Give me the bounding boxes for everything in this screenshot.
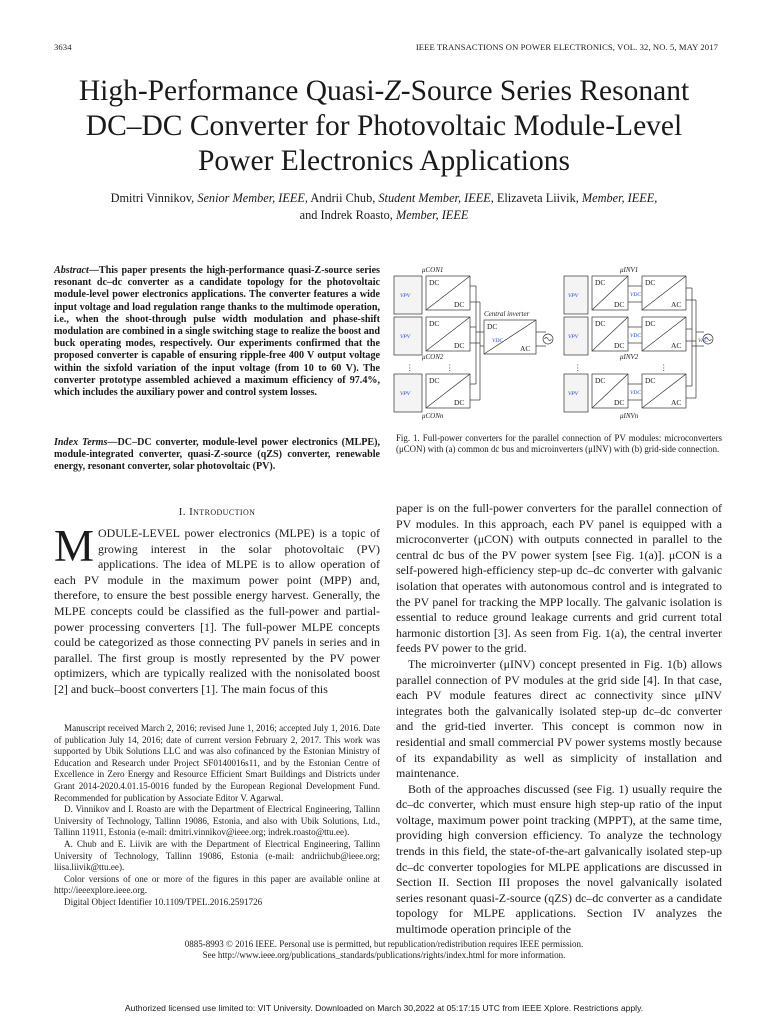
label-vac: VAC: [698, 338, 708, 344]
author-name: Elizaveta Liivik,: [496, 191, 579, 205]
drop-cap: M: [54, 521, 95, 571]
label-ac: AC: [671, 398, 682, 407]
label-vpv: VPV: [568, 293, 579, 299]
license-footer: Authorized licensed use limited to: VIT University. Downloaded on March 30,2022 at 05:17:15 UTC from IEEE Xplore. Restrictions apply.: [124, 1003, 644, 1013]
label-dc: DC: [454, 398, 465, 407]
footnote-affiliation-1: D. Vinnikov and I. Roasto are with the Department of Electrical Engineering, Tallinn University of Technology, Tallinn 19086, Estonia, and also with Ubik Solutions, Ltd., Tallinn 11911, Estonia (e-mail: dmitri.vinnikov@ieee.org; indrek.roasto@ttu.ee).: [54, 804, 380, 838]
label-uinvn: μINVn: [620, 412, 639, 420]
journal-header: IEEE TRANSACTIONS ON POWER ELECTRONICS, VOL. 32, NO. 5, MAY 2017: [415, 42, 718, 52]
label-ellipsis: ⋮: [574, 363, 582, 372]
paper-title: [40, 74, 728, 179]
author-name: and Indrek Roasto,: [299, 208, 393, 222]
title-part-z: Z: [384, 75, 401, 107]
label-ac: AC: [520, 344, 531, 353]
label-vdc: VDC: [630, 333, 641, 339]
title-line-2: DC–DC Converter for Photovoltaic Module-Level: [85, 110, 683, 142]
label-uinv2: μINV2: [620, 353, 639, 361]
author-name: Dmitri Vinnikov,: [110, 191, 195, 205]
title-part-2: -Source Series Resonant: [400, 75, 690, 107]
index-terms-text: —DC–DC converter, module-level power electronics (MLPE), module-integrated converter, quasi-Z-source (qZS) converter, renewable energy, resonant converter, solar photovoltaic (PV).: [54, 437, 380, 473]
figure-1: [392, 262, 722, 428]
label-vpv: VPV: [568, 391, 579, 397]
figure-caption: Fig. 1. Full-power converters for the parallel connection of PV modules: microconverters (μCON) with (a) common dc bus and microinverters (μINV) with (b) grid-side connection.: [396, 433, 722, 455]
index-terms: [54, 437, 380, 474]
label-dc: DC: [614, 300, 625, 309]
paragraph: The microinverter (μINV) concept presented in Fig. 1(b) allows parallel connection of PV modules at the grid side [4]. In that case, each PV module features direct ac connectivity since μINV integrates both the galvanically isolated step-up dc–dc converter and the grid-tied inverter. This concept is common now in residential and small commercial PV power systems mostly because of its expandability as well as simplicity of installation and maintenance.: [396, 656, 722, 781]
copyright-link-line[interactable]: See http://www.ieee.org/publications_standards/publications/rights/index.html for more information.: [202, 950, 566, 961]
label-dc: DC: [595, 376, 606, 385]
paragraph: Both of the approaches discussed (see Fig. 1) usually require the dc–dc converter, which must ensure high step-up ratio of the input voltage, maximum power point tracking (MPPT), at the same time, providing high conversion efficiency. To analyze the technology trends in this field, the state-of-the-art galvanically isolated step-up dc–dc converter topologies for MLPE applications are discussed in Section II. Section III proposes the novel galvanically isolated series resonant quasi-Z-source (qZS) dc–dc converter as a candidate topology for MLPE applications. Section IV analyzes the multimode operation principle of the: [396, 781, 722, 937]
label-dc: DC: [645, 278, 656, 287]
copyright-line: 0885-8993 © 2016 IEEE. Personal use is permitted, but republication/redistribution requires IEEE permission.: [184, 939, 584, 949]
label-vdc: VDC: [630, 390, 641, 396]
footnote-doi: Digital Object Identifier 10.1109/TPEL.2016.2591726: [64, 896, 263, 907]
author-role: Member, IEEE: [395, 208, 469, 222]
label-uconn: μCONn: [422, 412, 444, 420]
label-ellipsis: ⋮: [660, 363, 668, 372]
label-vdc: VDC: [492, 338, 503, 344]
author-role: Member, IEEE,: [581, 191, 658, 205]
intro-paragraph: [54, 521, 380, 698]
section-heading: [54, 506, 380, 518]
label-dc: DC: [487, 322, 498, 331]
label-uinv1: μINV1: [620, 266, 639, 274]
title-part-1: High-Performance Quasi-: [78, 75, 385, 107]
label-vdc: VDC: [630, 292, 641, 298]
label-vpv: VPV: [400, 391, 411, 397]
footnote-color: Color versions of one or more of the figures in this paper are available online at http://ieeexplore.ieee.org.: [54, 873, 380, 896]
label-dc: DC: [429, 376, 440, 385]
intro-text: power electronics (MLPE) is a topic of growing interest in the solar photovoltaic (PV) applications. The idea of MLPE is to allow operation of each PV module in the maximum power point (MPP) and, therefore, to ensure the best possible energy harvest. Generally, the MLPE concepts could be classified as the full-power and partial-power processing converters [1]. The full-power MLPE concepts could be categorized as those connecting PV panels in series and in parallel. The first group is mostly represented by the PV power optimizers, which are typically realized with the nonisolated boost [2] and buck–boost converters [1]. The main focus of this: [54, 526, 380, 696]
label-ucon2: μCON2: [422, 353, 444, 361]
author-name: Andrii Chub,: [310, 191, 376, 205]
author-role: Senior Member, IEEE,: [197, 191, 308, 205]
label-central-inverter: Central inverter: [484, 310, 530, 318]
abstract-text: —This paper presents the high-performance quasi-Z-source series resonant dc–dc converter as a candidate topology for the photovoltaic module-level power electronics applications. The converter features a wide input voltage and load regulation range thanks to the multimode operation, i.e., when the shoot-through pulse width modulation and phase-shift modulation are combined in a single switching stage to realize the boost and buck operating modes, respectively. Our experiments confirmed that the proposed converter is capable of ensuring ripple-free 400 V output voltage within the sixfold variation of the input voltage (from 10 to 60 V). The converter prototype assembled achieved a maximum efficiency of 97.4%, which includes the auxiliary power and control system losses.: [54, 265, 381, 399]
author-list: [50, 190, 718, 224]
copyright-notice: [40, 939, 728, 962]
footnote: [54, 723, 380, 909]
label-ucon1: μCON1: [422, 266, 444, 274]
label-vpv: VPV: [400, 334, 411, 340]
page-number: 3634: [54, 42, 72, 52]
label-dc: DC: [645, 319, 656, 328]
label-ac: AC: [671, 341, 682, 350]
label-vpv: VPV: [568, 334, 579, 340]
right-column: [396, 501, 722, 938]
label-ac: AC: [671, 300, 682, 309]
footnote-manuscript: Manuscript received March 2, 2016; revised June 1, 2016; accepted July 1, 2016. Date of publication July 14, 2016; date of current version February 2, 2017. This work was supported by Ubik Solutions LLC and was also cofinanced by the Estonian Ministry of Education and Research under Project SF0140016s11, and by the Estonian Centre of Excellence in Zero Energy and Resource Efficient Smart Buildings and Districts under Grant 2014-2020.4.01.15-0016 funded by the European Regional Development Fund. Recommended for publication by Associate Editor V. Agarwal.: [54, 723, 380, 803]
label-dc: DC: [429, 319, 440, 328]
abstract-label: Abstract: [54, 265, 89, 276]
label-dc: DC: [595, 319, 606, 328]
author-role: Student Member, IEEE,: [378, 191, 494, 205]
label-dc: DC: [614, 341, 625, 350]
section-title: Introduction: [189, 506, 256, 518]
label-dc: DC: [645, 376, 656, 385]
intro-first-word: ODULE-LEVEL: [98, 526, 180, 540]
paragraph: paper is on the full-power converters for the parallel connection of PV modules. In this approach, each PV panel is equipped with a microconverter (μCON) with outputs connected in parallel to the central dc bus of the PV power system [see Fig. 1(a)]. μCON is a self-powered high-efficiency step-up dc–dc converter with galvanic isolation that operates with autonomous control and is integrated to the PV panel for tracking the MPP locally. The galvanic isolation is essential to reduce ground leakage currents and grid current total harmonic distortion [3]. As seen from Fig. 1(a), the central inverter feeds PV power to the grid.: [396, 501, 722, 656]
label-dc: DC: [429, 278, 440, 287]
footnote-affiliation-2: A. Chub and E. Liivik are with the Department of Electrical Engineering, Tallinn University of Technology, Tallinn 19086, Estonia (e-mail: andriichub@ieee.org; liisa.liivik@ttu.ee).: [54, 838, 380, 873]
index-terms-label: Index Terms: [54, 437, 108, 448]
label-ellipsis: ⋮: [446, 363, 454, 372]
label-dc: DC: [454, 300, 465, 309]
label-vpv: VPV: [400, 293, 411, 299]
title-line-3: Power Electronics Applications: [198, 145, 570, 177]
section-number: I.: [178, 506, 186, 518]
label-dc: DC: [614, 398, 625, 407]
label-dc: DC: [595, 278, 606, 287]
abstract: [54, 265, 380, 399]
label-ellipsis: ⋮: [406, 363, 414, 372]
label-dc: DC: [454, 341, 465, 350]
